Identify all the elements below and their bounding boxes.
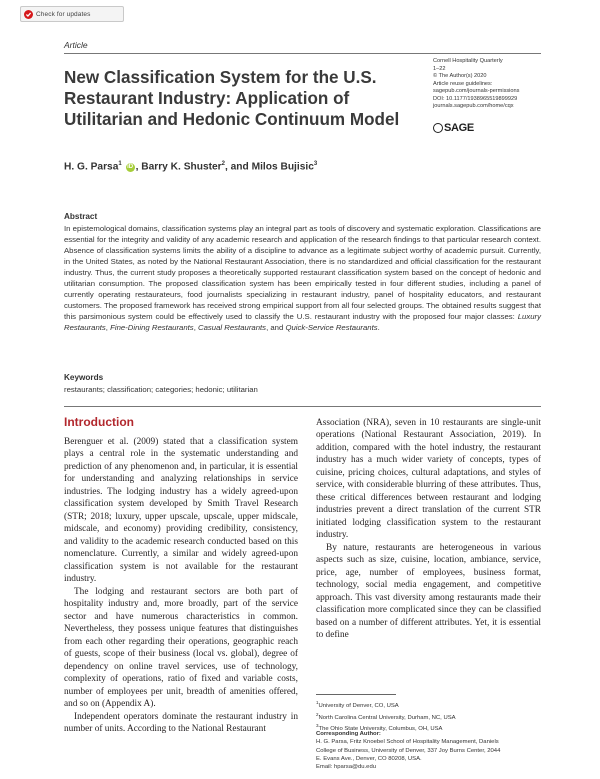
article-type-label: Article <box>64 40 88 50</box>
restaurant-class: Quick-Service Restaurants <box>285 323 378 333</box>
check-updates-icon <box>24 10 33 19</box>
abstract-body <box>64 223 541 333</box>
page-range: 1–22 <box>433 65 446 72</box>
author-name: Barry K. Shuster <box>141 161 222 173</box>
affiliation-number: 1 <box>316 700 319 705</box>
affiliation-marker: 3 <box>313 161 318 167</box>
corresponding-heading: Corresponding Author: <box>316 731 381 737</box>
affiliation <box>316 699 541 711</box>
copyright: © The Author(s) 2020 <box>433 73 487 80</box>
footnote-rule <box>316 694 396 695</box>
affiliation-marker: 1 <box>118 161 122 167</box>
corresponding-line: College of Business, University of Denver, 337 Joy Burns Center, 2044 <box>316 747 501 754</box>
affiliation-number: 2 <box>316 711 319 717</box>
paragraph: Association (NRA), seven in 10 restaurants are single-unit operations (National Restaurant Association, 2019). In addition, compared with the hotel industry, the restaurant industry has a much wider variety of concepts, types of cuisine, pricing choices, cultural adaptations, and styles of service, with considerable blurring of these attributes. Thus, these critical differences between restaurant and lodging industries prevent a direct translation of the current STR initiated lodging classification system to the restaurant industry. <box>316 418 541 541</box>
affiliation-number: 3 <box>316 723 319 729</box>
paragraph: Berenguer et al. (2009) stated that a classification system plays a central role in the systematic understanding and prediction of any phenomenon and, in particular, it is essential for understanding and analyzing relationships in service industries. The lodging industry has a widely agreed-upon classification system developed by Smith Travel Research (STR; 2018; luxury, upper upscale, upscale, upper midscale, midscale, and economy) providing credibility, consistency, and validity to the academic research conducted based on this nomenclature. Currently, a similar and widely agreed-upon classification system is not available for the restaurant industry. <box>64 437 298 585</box>
affiliations <box>316 699 541 734</box>
introduction-heading: Introduction <box>64 415 134 429</box>
sage-logo-icon <box>433 123 443 133</box>
publisher-name: SAGE <box>444 122 474 134</box>
separator: , and <box>266 323 286 333</box>
section-rule <box>64 406 541 407</box>
affiliation <box>316 711 541 723</box>
abstract-text: In epistemological domains, classification systems play an integral part as tools of discovery and systematic exploration. Classifications are essential for the integrity and validity of any academic research and application of the research findings to that particular research context. Absence of classification systems limits the ability of a discipline to advance as a legitimate subject worthy of academic pursuit. Currently, in the United States, as noted by the National Restaurant Association, there is no standardized and official classification for the restaurant industry. Thus, the current study proposes a theoretically supported restaurant classification system based on the concept of hedonic and utilitarian consumption. The proposed classification system has been empirically tested in four different studies, including a panel of currently operating restaurateurs, food journalists specializing in restaurant industry, panel of hospitality educators, and restaurant customers. The proposed framework has received strong empirical support from all four selected groups. The obtained results suggest that this parsimonious system could be effectively used to classify the U.S. restaurant industry with the proposed four major classes: <box>64 224 541 322</box>
keywords-list: restaurants; classification; categories; hedonic; utilitarian <box>64 385 258 394</box>
restaurant-class: Casual Restaurants <box>198 323 267 333</box>
badge-label: Check for updates <box>36 10 91 18</box>
journal-meta <box>433 58 553 111</box>
restaurant-class: Fine-Dining Restaurants <box>110 323 194 333</box>
reuse-label: Article reuse guidelines: <box>433 80 493 87</box>
paragraph: By nature, restaurants are heterogeneous in various aspects such as size, cuisine, location, ambiance, service, price, age, number of employees, business format, technology, social media engagement, and competitive approach. This vast diversity among restaurants made their classification more complicated since they can be classified based on a number of different attributes. Yet, it is essential to define <box>316 542 541 641</box>
author-name: Milos Bujisic <box>251 161 314 173</box>
permissions-link[interactable]: sagepub.com/journals-permissions <box>433 88 520 95</box>
affiliation-text: The Ohio State University, Columbus, OH, USA <box>318 726 443 733</box>
corresponding-line: E. Evans Ave., Denver, CO 80208, USA. <box>316 755 422 762</box>
check-for-updates-badge[interactable] <box>20 6 124 22</box>
author-separator: , and <box>224 161 252 173</box>
affiliation-text: University of Denver, CO, USA <box>318 702 399 709</box>
restaurant-class: Luxury Restaurants <box>64 312 541 333</box>
sage-logo <box>433 122 474 134</box>
keywords-heading: Keywords <box>64 373 104 382</box>
separator: , <box>105 323 111 333</box>
affiliation-marker: 2 <box>221 161 225 167</box>
separator: , <box>193 323 198 333</box>
journal-home-link[interactable]: journals.sagepub.com/home/cqx <box>433 103 514 110</box>
doi[interactable]: DOI: 10.1177/1938965519899929 <box>433 95 518 102</box>
corresponding-line: H. G. Parsa, Fritz Knoebel School of Hospitality Management, Daniels <box>316 739 499 746</box>
orcid-icon[interactable]: iD <box>127 164 134 171</box>
author-name: H. G. Parsa <box>64 161 119 173</box>
author-separator: , <box>135 161 142 173</box>
author-list <box>64 161 317 172</box>
journal-name: Cornell Hospitality Quarterly <box>433 58 503 64</box>
paragraph: Independent operators dominate the restaurant industry in number of units. According to the National Restaurant <box>64 711 298 735</box>
paragraph: The lodging and restaurant sectors are both part of hospitality industry and, more broadly, part of the service sector and have numerous characteristics in common. Nevertheless, they possess unique features that distinguishes from each other regarding their operations, geographic reach of guests, scope of their business (local vs. global), degree of dependency on online travel services, use of technology, complexity of operations, ratio of fixed and variable costs, number of employees per unit, breadth of amenities offered, and so on (Appendix A). <box>64 586 298 710</box>
top-rule <box>64 53 541 54</box>
article-title: New Classification System for the U.S. Restaurant Industry: Application of Utilitarian and Hedonic Continuum Model <box>64 68 400 129</box>
separator: . <box>377 323 380 333</box>
corresponding-author <box>316 730 541 771</box>
abstract-heading: Abstract <box>64 212 98 221</box>
body-column-right <box>316 417 541 642</box>
affiliation-text: North Carolina Central University, Durham, NC, USA <box>318 714 456 721</box>
body-column-left <box>64 436 298 736</box>
corresponding-email[interactable]: Email: hparsa@du.edu <box>316 764 377 771</box>
